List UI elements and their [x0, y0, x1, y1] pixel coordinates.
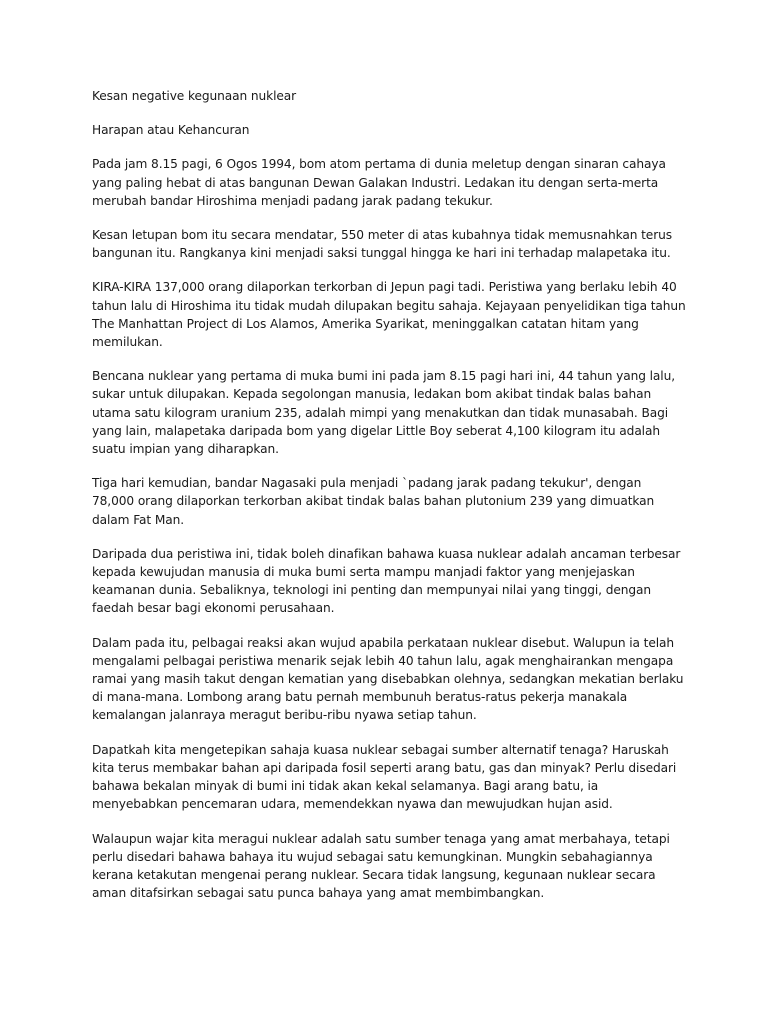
paragraph-6: Daripada dua peristiwa ini, tidak boleh dinafikan bahawa kuasa nuklear adalah ancaman terbesar kepada kewujudan manusia di muka bumi serta mampu manjadi faktor yang menjejaskan keamanan dunia. Sebaliknya, teknologi ini penting dan mempunyai nilai yang tinggi, dengan faedah besar bagi ekonomi perusahaan. — [92, 546, 681, 616]
paragraph-3: KIRA-KIRA 137,000 orang dilaporkan terkorban di Jepun pagi tadi. Peristiwa yang berlaku lebih 40 tahun lalu di Hiroshima itu tidak mudah dilupakan begitu sahaja. Kejayaan penyelidikan tiga tahun The Manhattan Project di Los Alamos, Amerika Syarikat, meninggalkan catatan hitam yang memilukan. — [92, 280, 686, 350]
paragraph-4: Bencana nuklear yang pertama di muka bumi ini pada jam 8.15 pagi hari ini, 44 tahun yang lalu, sukar untuk dilupakan. Kepada segolongan manusia, ledakan bom akibat tindak balas bahan utama satu kilogram uranium 235, adalah mimpi yang menakutkan dan tidak munasabah. Bagi yang lain, malapetaka daripada bom yang digelar Little Boy seberat 4,100 kilogram itu adalah suatu impian yang diharapkan. — [92, 369, 675, 457]
document-title: Kesan negative kegunaan nuklear — [92, 89, 297, 103]
paragraph-1: Pada jam 8.15 pagi, 6 Ogos 1994, bom atom pertama di dunia meletup dengan sinaran cahaya yang paling hebat di atas bangunan Dewan Galakan Industri. Ledakan itu dengan serta-merta merubah bandar Hiroshima menjadi padang jarak padang tekukur. — [92, 157, 666, 208]
paragraph-7: Dalam pada itu, pelbagai reaksi akan wujud apabila perkataan nuklear disebut. Walupun ia telah mengalami pelbagai peristiwa menarik sejak lebih 40 tahun lalu, agak menghairankan mengapa ramai yang masih takut dengan kematian yang disebabkan olehnya, sedangkan mekatian berlaku di mana-mana. Lombong arang batu pernah membunuh beratus-ratus pekerja manakala kemalangan jalanraya meragut beribu-ribu nyawa setiap tahun. — [92, 635, 684, 723]
paragraph-2: Kesan letupan bom itu secara mendatar, 550 meter di atas kubahnya tidak memusnahkan terus bangunan itu. Rangkanya kini menjadi saksi tunggal hingga ke hari ini terhadap malapetaka itu. — [92, 228, 672, 261]
document-subtitle: Harapan atau Kehancuran — [92, 123, 250, 138]
paragraph-8: Dapatkah kita mengetepikan sahaja kuasa nuklear sebagai sumber alternatif tenaga? Haruskah kita terus membakar bahan api daripada fosil seperti arang batu, gas dan minyak? Perlu disedari bahawa bekalan minyak di bumi ini tidak akan kekal selamanya. Bagi arang batu, ia menyebabkan pencemaran udara, memendekkan nyawa dan mewujudkan hujan asid. — [92, 742, 677, 812]
paragraph-9: Walaupun wajar kita meragui nuklear adalah satu sumber tenaga yang amat merbahaya, tetapi perlu disedari bahawa bahaya itu wujud sebagai satu kemungkinan. Mungkin sebahagiannya kerana ketakutan mengenai perang nuklear. Secara tidak langsung, kegunaan nuklear secara aman ditafsirkan sebagai satu punca bahaya yang amat membimbangkan. — [92, 831, 670, 901]
paragraph-5: Tiga hari kemudian, bandar Nagasaki pula menjadi `padang jarak padang tekukur', dengan 78,000 orang dilaporkan terkorban akibat tindak balas bahan plutonium 239 yang dimuatkan dalam Fat Man. — [92, 476, 655, 527]
